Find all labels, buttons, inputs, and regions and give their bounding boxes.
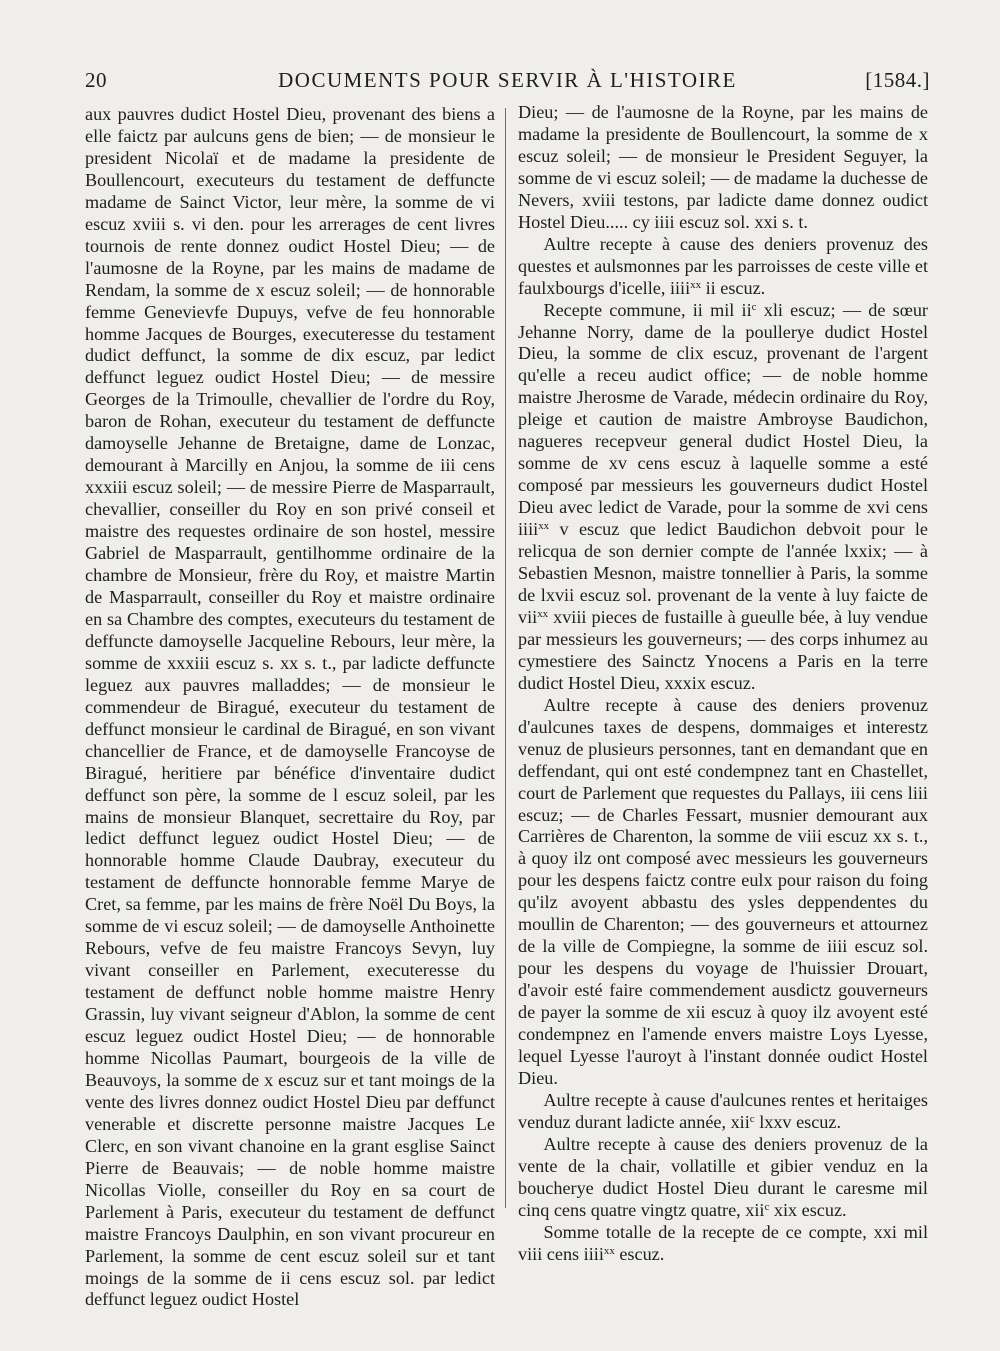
paragraph-text: Aultre recepte à cause des deniers provenuz des questes et aulsmonnes par les parroisses de ceste ville et faulxbourgs d'icelle, iiii: [518, 233, 928, 298]
paragraph-text: Somme totalle de la recepte de ce compte, xxi mil viii cens iiii: [518, 1221, 928, 1264]
paragraph-text: Aultre recepte à cause des deniers provenuz de la vente de la chair, vollatille et gibier venduz en la boucherye dudict Hostel Dieu durant le caresme mil cinq cens quatre vingtz quatre, xii: [518, 1133, 928, 1220]
column-divider: [505, 108, 506, 1208]
right-paragraph-4: Aultre recepte à cause des deniers provenuz d'aulcunes taxes de despens, dommaiges et interestz venuz de plusieurs personnes, tant en demandant que en deffendant, qui ont esté condempnez tant en Chastellet, court de Parlement que requestes du Pallays, iii cens liii escuz; — de Charles Fessart, musnier demourant aux Carrières de Charenton, la somme de viii escuz xx s. t., à quoy ilz ont composé avec messieurs les gouverneurs pour les despens faictz contre eulx pour raison du foing qu'ilz avoyent abbastu des ysles deppendentes du moullin de Charenton; — des gouverneurs et attournez de la ville de Compiegne, la somme de iiii escuz sol. pour les despens du voyage de l'huissier Drouart, d'avoir esté faire commendement ausdictz gouverneurs de payer la somme de xii escuz à quoy ilz avoyent esté condempnez en l'amende envers maistre Loys Lyesse, lequel Lyesse l'auroyt à l'instant donnée oudict Hostel Dieu.: [518, 694, 928, 1088]
paragraph-text: ii escuz.: [701, 277, 766, 298]
paragraph-text: Recepte commune, ii mil ii: [543, 299, 752, 320]
paragraph-text: xix escuz.: [769, 1199, 847, 1220]
superscript: xx: [690, 278, 702, 291]
paragraph-text: xviii pieces de fustaille à gueulle bée, à luy vendue par messieurs les gouverneurs; — des corps inhumez au cymestiere des Sainctz Ynocens a Paris en la terre dudict Hostel Dieu, xxxix escuz.: [518, 606, 928, 693]
superscript: xx: [537, 607, 549, 620]
right-paragraph-2: [518, 234, 928, 300]
left-column: [85, 104, 495, 1311]
right-column: [518, 102, 928, 1266]
paragraph-text: lxxv escuz.: [754, 1111, 842, 1132]
paragraph-text: Aultre recepte à cause d'aulcunes rentes et heritaiges venduz durant ladicte année, xii: [518, 1089, 928, 1132]
paragraph-text: xli escuz; — de sœur Jehanne Norry, dame de la poullerye dudict Hostel Dieu, la somme de clix escuz, provenant de l'argent qu'elle a receu audict office; — de noble homme maistre Jherosme de Varade, médecin ordinaire du Roy, pleige et caution de maistre Ambroyse Baudichon, nagueres recepveur general dudict Hostel Dieu, la somme de xv cens escuz à laquelle somme a esté composé par messieurs les gouverneurs dudict Hostel Dieu avec ledict de Varade, pour la somme de xvi cens iiii: [518, 299, 928, 540]
superscript: c: [751, 300, 757, 313]
page-number: 20: [85, 68, 107, 92]
superscript: c: [749, 1112, 755, 1125]
superscript: xx: [538, 520, 550, 533]
right-paragraph-3: [518, 300, 928, 695]
running-title: DOCUMENTS POUR SERVIR À L'HISTOIRE: [278, 68, 737, 92]
paragraph-text: v escuz que ledict Baudichon debvoit pour le relicqua de son dernier compte de l'année lxxix; — à Sebastien Mesnon, maistre tonnellier à Paris, la somme de lxvii escuz sol. provenant de la vente à luy faicte de vii: [518, 519, 928, 627]
running-header: [85, 68, 930, 98]
right-paragraph-7: [518, 1222, 928, 1266]
left-paragraph-1: aux pauvres dudict Hostel Dieu, provenant des biens a elle faictz par aulcuns gens de bien; — de monsieur le president Nicolaï et de madame la presidente de Boullencourt, executeurs du testament de deffuncte madame de Sainct Victor, leur mère, la somme de vi escuz xviii s. vi den. pour les arrerages de cent livres tournois de rente donnez oudict Hostel Dieu; — de l'aumosne de la Royne, par les mains de madame de Rendam, la somme de x escuz soleil; — de honnorable femme Genevievfe Dupuys, vefve de feu honnorable homme Jacques de Bourges, executeresse du testament dudict deffunct, la somme de dix escuz, par ledict deffunct leguez oudict Hostel Dieu; — de messire Georges de la Trimoulle, chevallier de l'ordre du Roy, baron de Rohan, executeur du testament de deffuncte damoyselle Jehanne de Bretaigne, dame de Lonzac, demourant à Marcilly en Anjou, la somme de iii cens xxxiii escuz soleil; — de messire Pierre de Masparrault, chevallier, conseiller du Roy en son privé conseil et maistre des requestes ordinaire de son hostel, messire Gabriel de Masparrault, gentilhomme ordinaire de la chambre de Monsieur, frère du Roy, et maistre Martin de Masparrault, conseiller du Roy et maistre ordinaire en sa Chambre des comptes, executeurs du testament de deffuncte damoyselle Jacqueline Rebours, leur mère, la somme de xxxiii escuz s. xx s. t., par ladicte deffuncte leguez aux pauvres malladdes; — de monsieur le commendeur de Biragué, executeur du testament de deffunct monsieur le cardinal de Biragué, en son vivant chancellier de France, et de damoyselle Francoyse de Biragué, heritiere par bénéfice d'inventaire dudict deffunct son père, la somme de l escuz soleil, par les mains de monsieur Blanquet, secrettaire du Roy, par ledict deffunct leguez oudict Hostel Dieu; — de honnorable homme Claude Daubray, executeur du testament de deffuncte honnorable femme Marye de Cret, sa femme, par les mains de frère Noël Du Boys, la somme de vi escuz soleil; — de damoyselle Anthoinette Rebours, vefve de feu maistre Francoys Sevyn, luy vivant conseiller en Parlement, executeresse du testament de deffunct noble homme maistre Henry Grassin, luy vivant seigneur d'Ablon, la somme de cent escuz leguez oudict Hostel Dieu; — de honnorable homme Nicollas Paumart, bourgeois de la ville de Beauvoys, la somme de x escuz sur et tant moings de la vente des livres donnez oudict Hostel Dieu par deffunct venerable et discrette personne maistre Jacques Le Clerc, en son vivant chanoine en la grant esglise Sainct Pierre de Beauvais; — de noble homme maistre Nicollas Violle, conseiller du Roy en sa court de Parlement à Paris, executeur du testament de deffunct maistre Francoys Daulphin, en son vivant procureur en Parlement, la somme de cent escuz soleil sur et tant moings de la somme de ii cens escuz sol. par ledict deffunct leguez oudict Hostel: [85, 104, 495, 1310]
paragraph-text: escuz.: [614, 1243, 665, 1264]
right-paragraph-1: Dieu; — de l'aumosne de la Royne, par les mains de madame la presidente de Boullencourt, la somme de x escuz soleil; — de monsieur le President Seguyer, la somme de vi escuz soleil; — de madame la duchesse de Nevers, xviii testons, par ladicte dame donnez oudict Hostel Dieu..... cy iiii escuz sol. xxi s. t.: [518, 102, 928, 232]
superscript: xx: [603, 1244, 615, 1257]
right-paragraph-6: [518, 1134, 928, 1222]
superscript: c: [764, 1200, 770, 1213]
right-paragraph-5: [518, 1090, 928, 1134]
year-marker: [1584.]: [865, 68, 930, 92]
